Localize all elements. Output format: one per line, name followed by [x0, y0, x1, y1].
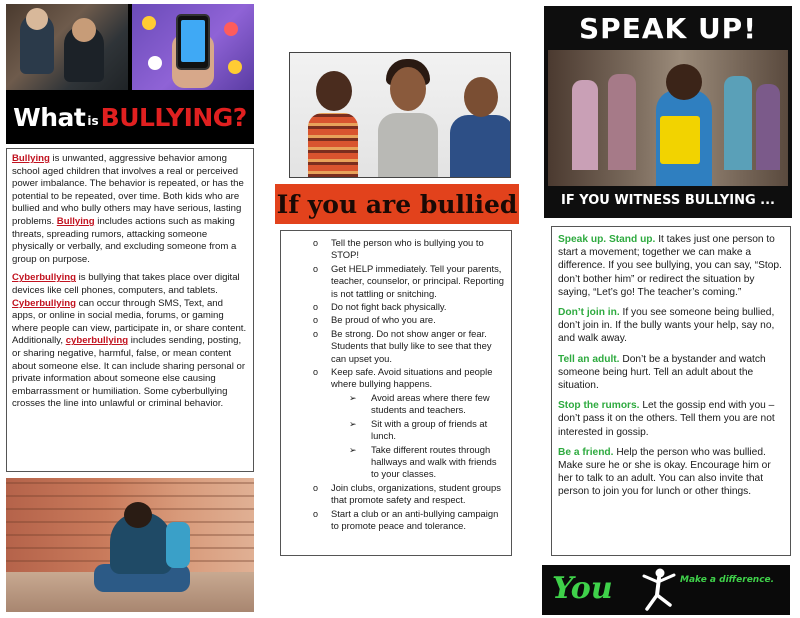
bullied-tips-box	[280, 230, 512, 556]
jumping-person-icon	[638, 567, 680, 613]
definition-text: can occur through SMS, Text, and apps, or online in social media, forums, or gaming where people can view, participate in, or share content. Additionally,	[12, 297, 247, 347]
what-is-bullying-banner	[6, 4, 254, 144]
circle-bullet-icon: o	[313, 482, 319, 493]
definition-text: includes actions such as making threats, spreading rumors, attacking someone physically or verbally, and excluding someone from a group on purpose.	[12, 215, 237, 265]
action-text: Don’t be a bystander and watch someone being hurt. Tell an adult about the situation.	[558, 353, 766, 392]
definition-text: includes sending, posting, or sharing negative, harmful, false, or mean content about someone else. It can include sharing personal or private information about someone else causing embarrassment or humiliation. Some cyberbullying crosses the line into unlawful or criminal behavior.	[12, 335, 246, 410]
if-you-are-bullied-title: If you are bullied	[276, 189, 518, 219]
action-item	[558, 399, 784, 439]
action-item	[558, 306, 784, 346]
circle-bullet-icon: o	[313, 263, 319, 274]
title-what: What	[13, 102, 86, 132]
term-bullying: Bullying	[56, 215, 95, 227]
tip-item	[287, 482, 505, 507]
tip-text: Get HELP immediately. Tell your parents, teacher, counselor, or principal. Reporting is not tattling or snitching.	[331, 262, 505, 299]
circle-bullet-icon: o	[313, 508, 319, 519]
circle-bullet-icon: o	[313, 367, 319, 378]
speak-up-panel	[544, 6, 792, 218]
term-cyberbullying: Cyberbullying	[12, 297, 76, 309]
circle-bullet-icon: o	[313, 315, 319, 326]
action-item	[558, 233, 784, 299]
bullying-definition-box	[6, 148, 254, 472]
action-item	[558, 446, 784, 499]
circle-bullet-icon: o	[313, 238, 319, 248]
action-lead: Speak up. Stand up.	[558, 234, 656, 245]
arrow-bullet-icon: ➢	[349, 392, 357, 403]
tip-item	[287, 328, 505, 365]
subtip-text: Avoid areas where there few students and teachers.	[371, 391, 490, 416]
tip-item	[287, 366, 505, 391]
bullying-definition	[12, 153, 248, 266]
student-counselor-photo	[289, 52, 511, 178]
tip-text: Start a club or an anti-bullying campaign to promote peace and tolerance.	[331, 507, 499, 531]
sad-student-photo	[6, 478, 254, 612]
definition-text: is unwanted, aggressive behavior among school aged children that involves a real or perceived power imbalance. The behavior is repeated, or has the potential to be repeated, over time. Both kids who are bullied and who bully others may have serious, lasting problems.	[12, 153, 244, 227]
term-cyberbullying: cyberbullying	[65, 335, 129, 347]
tip-text: Join clubs, organizations, student groups that promote safety and respect.	[331, 481, 501, 506]
title-is: is	[87, 114, 99, 128]
arrow-bullet-icon: ➢	[349, 444, 357, 455]
tip-text: Do not fight back physically.	[331, 301, 447, 313]
cyberbullying-phone-photo	[132, 4, 254, 90]
subtip-text: Sit with a group of friends at lunch.	[371, 417, 488, 442]
action-item	[558, 353, 784, 393]
tip-text: Be proud of who you are.	[331, 314, 436, 326]
tip-item	[287, 508, 505, 533]
tip-text: Keep safe. Avoid situations and people where bullying happens.	[331, 366, 493, 390]
title-bullying: BULLYING?	[100, 102, 247, 132]
tip-item	[287, 263, 505, 300]
if-you-are-bullied-banner	[275, 184, 519, 224]
subtip-text: Take different routes through hallways and walk with friends to your classes.	[371, 443, 497, 480]
speak-up-title: SPEAK UP!	[579, 12, 757, 45]
make-a-difference-banner	[542, 565, 790, 615]
term-cyberbullying: Cyberbullying	[12, 272, 76, 284]
tip-text: Be strong. Do not show anger or fear. Students that bully like to see that they can upset you.	[331, 327, 492, 364]
subtip-item	[287, 418, 505, 443]
tip-item	[287, 301, 505, 313]
tip-item	[287, 237, 505, 262]
circle-bullet-icon: o	[313, 302, 319, 313]
make-a-difference-text: Make a difference.	[680, 575, 775, 585]
action-text: Help the person who was bullied. Make sure he or she is okay. Encourage him or her to talk to an adult. You can also invite that person to join you for lunch or other things.	[558, 446, 771, 498]
action-text: It takes just one person to start a movement; together we can make a difference. If you see bullying, you can say, “Stop. don’t bother him” or redirect the situation by saying, “Let’s go! The teacher’s coming.”	[558, 234, 782, 298]
term-bullying: Bullying	[12, 153, 50, 164]
action-lead: Don’t join in.	[558, 307, 620, 319]
action-lead: Be a friend.	[558, 446, 614, 458]
cyberbullying-definition	[12, 272, 248, 411]
circle-bullet-icon: o	[313, 328, 319, 339]
arrow-bullet-icon: ➢	[349, 418, 357, 429]
action-text: Let the gossip end with you – don’t pass it on the others. Tell them you are not interested in gossip.	[558, 400, 775, 438]
action-lead: Tell an adult.	[558, 353, 620, 365]
tip-text: Tell the person who is bullying you to STOP!	[331, 237, 484, 261]
hallway-photo	[548, 50, 788, 186]
action-text: If you see someone being bullied, don’t join in. If the bully wants your help, say no, and walk away.	[558, 307, 775, 345]
witness-actions-box	[551, 226, 791, 556]
what-is-bullying-title	[6, 92, 254, 142]
witness-heading: IF YOU WITNESS BULLYING ...	[561, 193, 775, 208]
subtip-item	[287, 392, 505, 417]
definition-text: is bullying that takes place over digital devices like cell phones, computers, and tablets.	[12, 272, 240, 296]
action-lead: Stop the rumors.	[558, 400, 640, 412]
you-word: You	[552, 571, 613, 606]
subtip-item	[287, 444, 505, 481]
bullying-photo	[6, 4, 128, 90]
tip-item	[287, 314, 505, 326]
